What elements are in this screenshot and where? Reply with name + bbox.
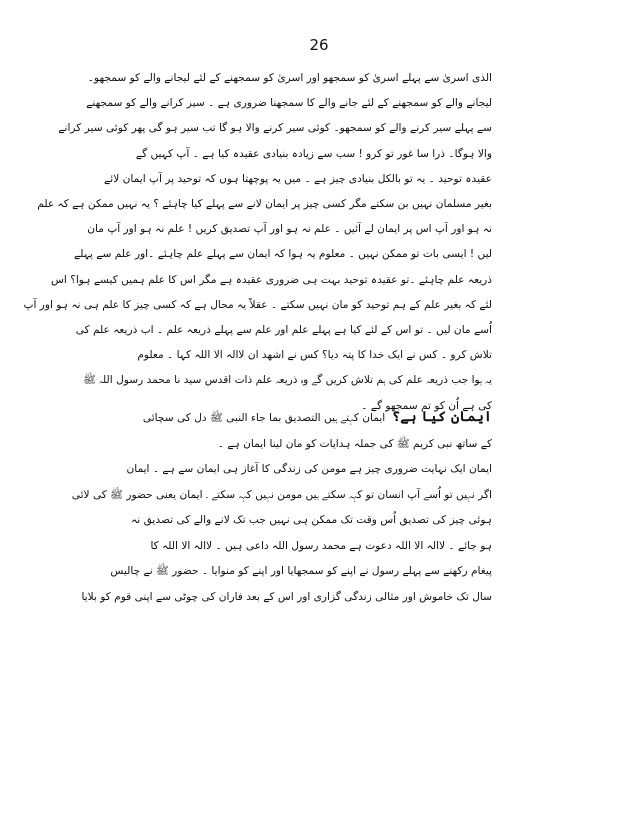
section-heading-line xyxy=(142,405,492,432)
text-line: لیں ! ایسی بات تو ممکن نہیں ۔ معلوم یہ ہوا کہ ایمان سے پہلے علم چاہئے ۔اور علم سے پہلے xyxy=(74,248,492,261)
page-number: 26 xyxy=(309,36,329,54)
text-line: تلاش کرو ۔ کس نے ایک خدا کا پتہ دیا؟ کس نے اشھد ان لاالہ الا اللہ کہا ۔ معلوم xyxy=(137,349,492,362)
text-line: سے پہلے سیر کرنے والے کو سمجھو۔ کوئی سیر کرنے والا ہو گا تب سیر ہو گی پھر کوئی سیر کرانے xyxy=(58,122,492,135)
text-line: نہ ہو اور آپ اس پر ایمان لے آئیں ۔ علم نہ ہو اور آپ تصدیق کریں ! علم نہ ہو اور آپ مان xyxy=(87,223,492,236)
text-line: ایمان کہتے ہیں التصدیق بما جاء النبی ﷺ دل کی سچائی xyxy=(142,412,386,424)
text-line: پیغام رکھنے سے پہلے رسول نے اپنے کو سمجھایا اور اپنے کو منوایا ۔ حضور ﷺ نے چالیس xyxy=(110,565,492,577)
text-line: کے ساتھ نبی کریم ﷺ کی جملہ ہدایات کو مان لینا ایمان ہے ۔ xyxy=(217,437,492,450)
paragraph-isra xyxy=(23,66,492,419)
section-iman xyxy=(71,405,492,610)
text-line: والا ہوگا۔ ذرا سا غور تو کرو ! سب سے زیادہ بنیادی عقیدہ کیا ہے ۔ آپ کہیں گے xyxy=(135,147,492,160)
text-line: ایمان ایک نہایت ضروری چیز ہے مومن کی زندگی کا آغاز ہی ایمان سے ہے ۔ ایمان xyxy=(126,463,492,475)
section-heading: ایمان کیا ہے؟ xyxy=(392,409,492,425)
text-line: ہو جائے ۔ لاالہ الا اللہ دعوت ہے محمد رسول اللہ داعی ہیں ۔ لاالہ الا اللہ کا xyxy=(150,539,492,552)
text-line: ذریعہ علم چاہئے ۔تو عقیدہ توحید بہت ہی ضروری عقیدہ ہے مگر اس کا علم ہمیں کیسے ہوا؟ اس xyxy=(50,273,492,286)
text-line: یہ ہوا جب ذریعہ علم کی ہم تلاش کریں گے وہ ذریعہ علم ذات اقدس سید نا محمد رسول اللہ ﷺ xyxy=(83,374,492,387)
text-line: اگر نہیں تو اُسے آپ انسان تو کہہ سکتے ہیں مومن نہیں کہہ سکتے ۔ ایمان یعنی حضور ﷺ کی لائی xyxy=(71,488,492,501)
text-line: بغیر مسلمان نہیں بن سکتے مگر کسی چیز پر ایمان لانے سے پہلے کیا چاہئے ؟ یہ نہیں ممکن ہے کہ علم xyxy=(37,198,492,211)
text-line: اُسے مان لیں ۔ تو اس کے لئے کیا ہے پہلے علم اور علم سے پہلے ذریعہ علم ۔ اب ذریعہ علم کی xyxy=(75,324,492,337)
text-line: عقیدہ توحید ۔ یہ تو بالکل بنیادی چیز ہے ۔ میں یہ پوچھتا ہوں کہ توحید پر آپ ایمان لائے xyxy=(104,172,492,185)
text-line: کی ہے اُن کو تم سمجھو گے ۔ xyxy=(361,399,492,412)
text-line: سال تک خاموش اور مثالی زندگی گزاری اور اس کے بعد فاران کی چوٹی سے اپنی قوم کو بلایا xyxy=(81,590,492,603)
text-line: لئے کہ بغیر علم کے ہم توحید کو مان نہیں سکتے ۔ عقلاً یہ محال ہے کہ کسی چیز کا علم ہی نہ ہو اور آپ xyxy=(23,298,492,311)
text-line: الذی اسریٰ سے پہلے اسریٰ کو سمجھو اور اسریٰ کو سمجھنے کے لئے لیجانے والے کو سمجھو۔ xyxy=(87,72,492,84)
text-line: لیجانے والے کو سمجھنے کے لئے جانے والے کا سمجھنا ضروری ہے ۔ سیر کرانے والے کو سمجھنے xyxy=(86,97,492,110)
text-line: ہوئی چیز کی تصدیق اُس وقت تک ممکن ہی نہیں جب تک لانے والے کی تصدیق نہ xyxy=(131,514,492,526)
